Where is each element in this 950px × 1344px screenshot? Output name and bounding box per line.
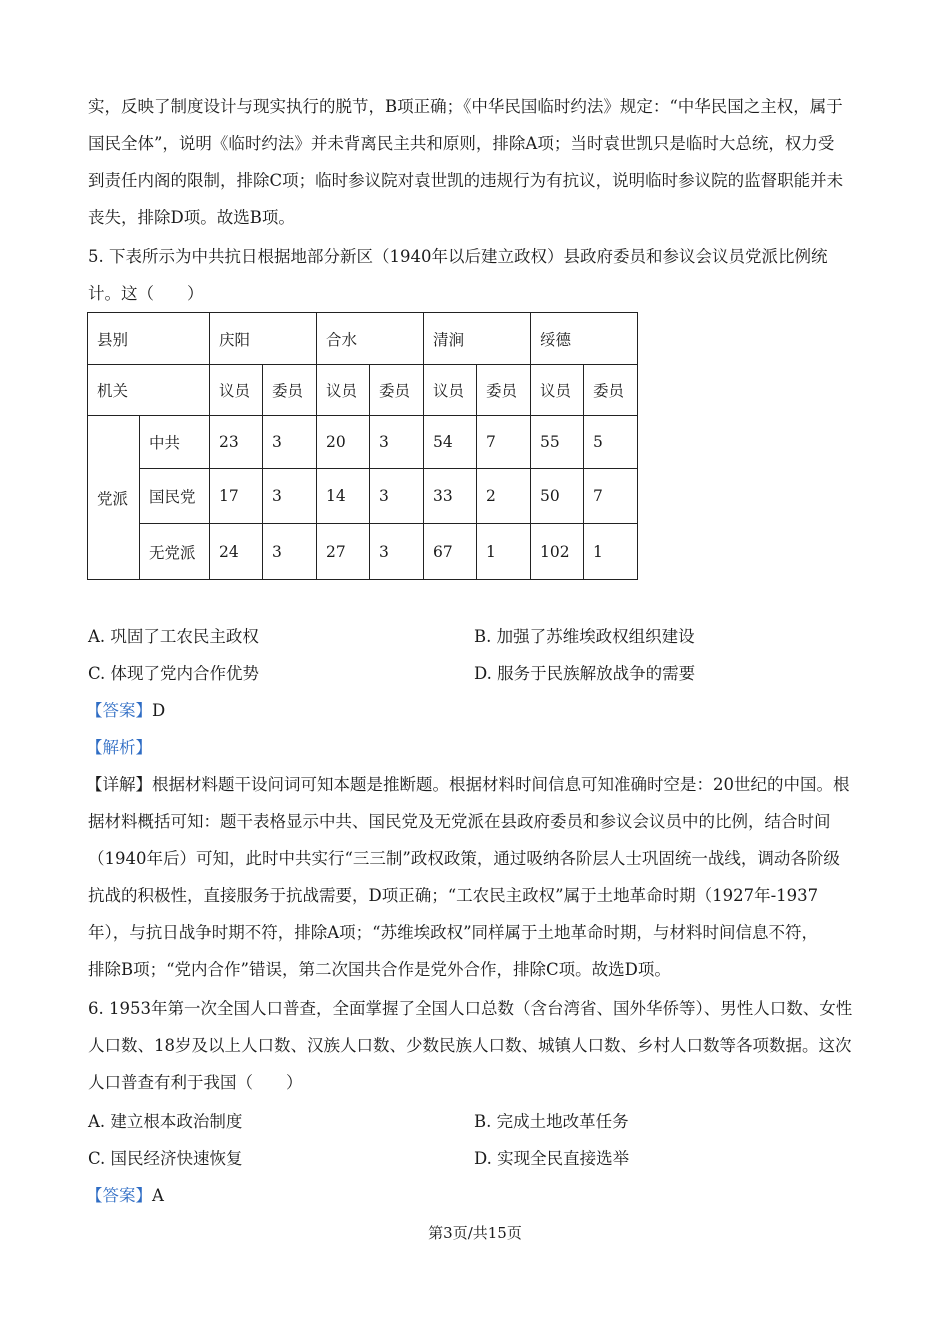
q5-detail-line-3: （1940年后）可知，此时中共实行“三三制”政权政策，通过吸纳各阶层人士巩固统一战线，调动各阶级 [88, 849, 840, 868]
q5-stem-line-1: 5. 下表所示为中共抗日根据地部分新区（1940年以后建立政权）县政府委员和参议会议员党派比例统 [88, 247, 828, 266]
answer-value: D [152, 701, 166, 720]
prev-explanation-line-4: 丧失，排除D项。故选B项。 [88, 208, 295, 227]
table-cell: 67 [424, 524, 477, 580]
table-cell: 1 [584, 524, 638, 580]
table-row-party [88, 469, 638, 524]
table-cell: 27 [317, 524, 370, 580]
prev-explanation-line-3: 到责任内阁的限制，排除C项；临时参议院对袁世凯的违规行为有抗议，说明临时参议院的监督职能并未 [88, 171, 844, 190]
q6-option-a: A. 建立根本政治制度 [88, 1112, 243, 1131]
q5-detail-line-2: 据材料概括可知：题干表格显示中共、国民党及无党派在县政府委员和参议会议员中的比例，结合时间 [88, 812, 831, 831]
q5-detail-line-1 [86, 774, 866, 796]
party-name-cell: 无党派 [140, 524, 210, 580]
party-name-cell: 中共 [140, 416, 210, 469]
table-cell: 3 [263, 416, 317, 469]
organ-header-cell: 委员 [263, 365, 317, 416]
q6-option-b: B. 完成土地改革任务 [474, 1112, 629, 1131]
q6-stem-line-2: 人口数、18岁及以上人口数、汉族人口数、少数民族人口数、城镇人口数、乡村人口数等各项数据。这次 [88, 1036, 852, 1055]
table-cell: 17 [210, 469, 263, 524]
table-cell: 1 [477, 524, 531, 580]
table-cell: 33 [424, 469, 477, 524]
answer-label: 【答案】 [86, 701, 152, 720]
party-name-cell: 国民党 [140, 469, 210, 524]
organ-header-cell: 议员 [531, 365, 584, 416]
q5-option-d: D. 服务于民族解放战争的需要 [474, 664, 696, 683]
organ-header-cell: 委员 [370, 365, 424, 416]
table-cell: 14 [317, 469, 370, 524]
q5-detail-line-4: 抗战的积极性，直接服务于抗战需要，D项正确；“工农民主政权”属于土地革命时期（1927年-1937 [88, 886, 819, 905]
table-row-party [88, 416, 638, 469]
organ-header-cell: 议员 [317, 365, 370, 416]
q5-stem-line-2: 计。这（ ） [88, 284, 204, 303]
q5-answer [86, 700, 866, 722]
q5-option-c: C. 体现了党内合作优势 [88, 664, 260, 683]
table-cell: 7 [584, 469, 638, 524]
table-cell: 2 [477, 469, 531, 524]
table-row-party [88, 524, 638, 580]
organ-header-cell: 委员 [584, 365, 638, 416]
table-cell: 23 [210, 416, 263, 469]
party-ratio-table [87, 312, 638, 580]
detail-text: 根据材料题干设问词可知本题是推断题。根据材料时间信息可知准确时空是：20世纪的中国。根 [152, 775, 850, 794]
table-cell: 20 [317, 416, 370, 469]
organ-label-cell: 机关 [88, 365, 210, 416]
q5-detail-line-6: 排除B项；“党内合作”错误，第二次国共合作是党外合作，排除C项。故选D项。 [88, 960, 671, 979]
q6-option-c: C. 国民经济快速恢复 [88, 1149, 243, 1168]
table-cell: 24 [210, 524, 263, 580]
county-cell-suide: 绥德 [531, 313, 638, 365]
organ-header-cell: 议员 [210, 365, 263, 416]
organ-header-cell: 委员 [477, 365, 531, 416]
table-cell: 3 [263, 469, 317, 524]
q5-detail-line-5: 年），与抗日战争时期不符，排除A项；“苏维埃政权”同样属于土地革命时期，与材料时间信息不符， [88, 923, 819, 942]
q6-answer [86, 1185, 866, 1207]
q6-stem-line-1: 6. 1953年第一次全国人口普查，全面掌握了全国人口总数（含台湾省、国外华侨等）、男性人口数、女性 [88, 999, 853, 1018]
table-cell: 55 [531, 416, 584, 469]
county-cell-heshui: 合水 [317, 313, 424, 365]
table-cell: 3 [370, 416, 424, 469]
table-cell: 54 [424, 416, 477, 469]
page-footer: 第3页/共15页 [428, 1224, 522, 1242]
table-cell: 3 [370, 469, 424, 524]
table-cell: 50 [531, 469, 584, 524]
prev-explanation-line-1: 实，反映了制度设计与现实执行的脱节，B项正确；《中华民国临时约法》规定：“中华民国之主权，属于 [88, 97, 843, 116]
table-cell: 7 [477, 416, 531, 469]
q6-stem-line-3: 人口普查有利于我国（ ） [88, 1073, 303, 1092]
table-cell: 5 [584, 416, 638, 469]
detail-label: 【详解】 [86, 775, 152, 794]
party-label-cell: 党派 [88, 416, 140, 580]
table-cell: 102 [531, 524, 584, 580]
county-cell-qingyang: 庆阳 [210, 313, 317, 365]
analysis-label: 【解析】 [86, 738, 152, 757]
q5-analysis-heading [86, 737, 866, 759]
q5-option-b: B. 加强了苏维埃政权组织建设 [474, 627, 695, 646]
table-row-county [88, 313, 638, 365]
answer-label: 【答案】 [86, 1186, 152, 1205]
answer-value: A [152, 1186, 164, 1205]
county-label-cell: 县别 [88, 313, 210, 365]
q6-option-d: D. 实现全民直接选举 [474, 1149, 630, 1168]
organ-header-cell: 议员 [424, 365, 477, 416]
table-row-organ [88, 365, 638, 416]
q5-option-a: A. 巩固了工农民主政权 [88, 627, 259, 646]
table-cell: 3 [263, 524, 317, 580]
table-cell: 3 [370, 524, 424, 580]
prev-explanation-line-2: 国民全体”，说明《临时约法》并未背离民主共和原则，排除A项；当时袁世凯只是临时大总统，权力受 [88, 134, 835, 153]
county-cell-qingjian: 清涧 [424, 313, 531, 365]
